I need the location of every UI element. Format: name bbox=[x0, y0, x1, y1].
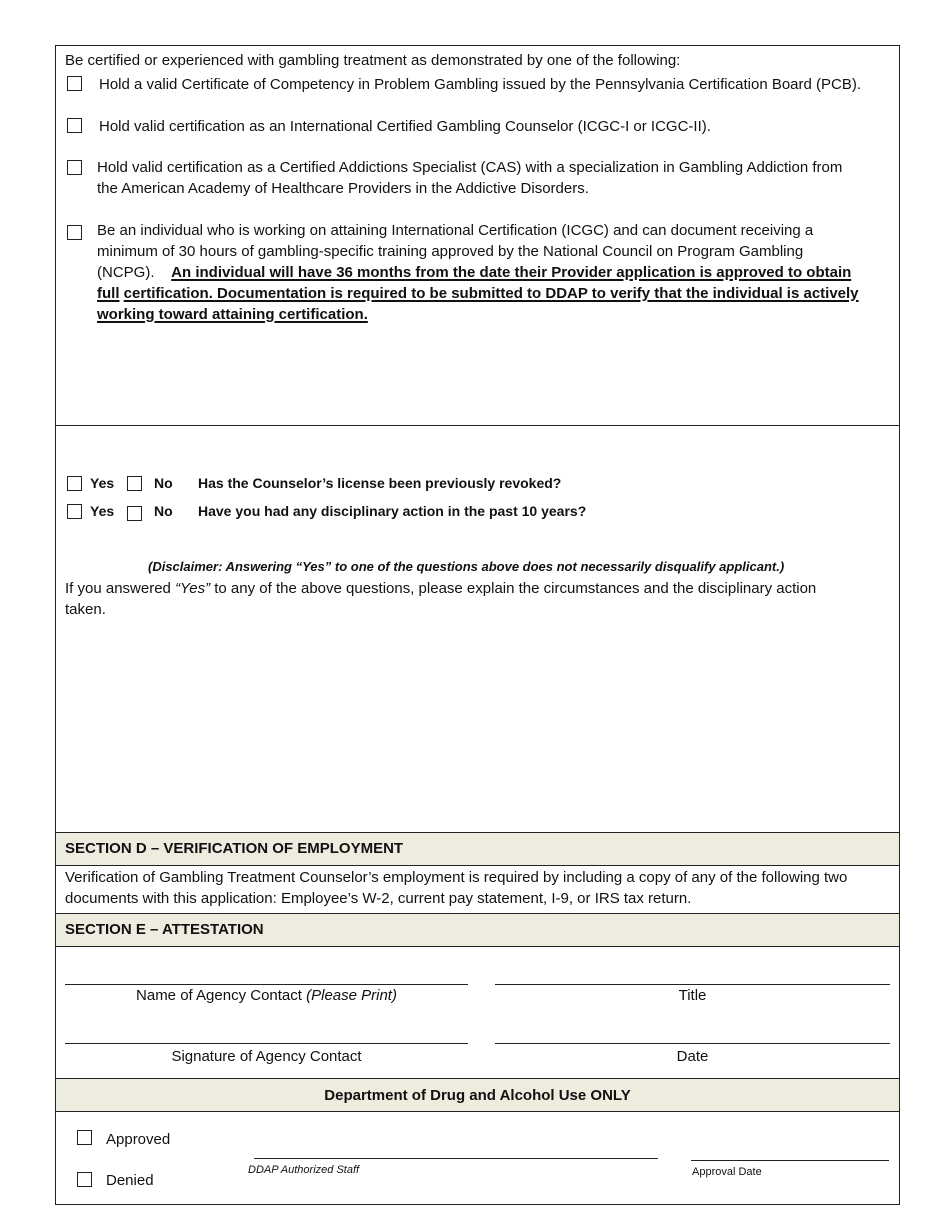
section-d-text-line1: Verification of Gambling Treatment Counselor’s employment is required by including a copy of any of the following two bbox=[65, 869, 848, 886]
approval-date-label: Approval Date bbox=[692, 1166, 762, 1178]
full-word: full bbox=[97, 285, 120, 302]
section-d-bottom-line bbox=[56, 865, 899, 866]
in-progress-label-line3 bbox=[97, 262, 851, 283]
form-frame bbox=[55, 45, 900, 1205]
icgc-certification-label: Hold valid certification as an International Certified Gambling Counselor (ICGC-I or ICGC-II). bbox=[99, 118, 711, 135]
date-line[interactable] bbox=[495, 1043, 890, 1044]
agency-contact-signature-line[interactable] bbox=[65, 1043, 468, 1044]
agency-contact-name-label: Name of Agency Contact (Please Print) bbox=[136, 987, 397, 1004]
divider-line bbox=[56, 425, 899, 426]
denied-checkbox[interactable] bbox=[77, 1172, 92, 1187]
in-progress-label-line4 bbox=[97, 283, 859, 304]
icgc-certification-checkbox[interactable] bbox=[67, 118, 82, 133]
date-label: Date bbox=[676, 1048, 709, 1065]
ddap-header: Department of Drug and Alcohol Use ONLY bbox=[324, 1087, 631, 1104]
pcb-certificate-label: Hold a valid Certificate of Competency in Problem Gambling issued by the Pennsylvania Certification Board (PCB). bbox=[99, 76, 862, 93]
in-progress-label-line5: working toward attaining certification. bbox=[97, 306, 368, 323]
disciplinary-no-label: No bbox=[154, 503, 173, 519]
approved-checkbox[interactable] bbox=[77, 1130, 92, 1145]
title-label: Title bbox=[678, 987, 707, 1004]
disciplinary-question: Have you had any disciplinary action in the past 10 years? bbox=[198, 503, 587, 519]
ddap-staff-label: DDAP Authorized Staff bbox=[248, 1164, 360, 1176]
explain-instruction-line1: If you answered “Yes” to any of the above questions, please explain the circumstances and the disciplinary action bbox=[65, 580, 817, 597]
cas-certification-checkbox[interactable] bbox=[67, 160, 82, 175]
documentation-notice: certification. Documentation is required to be submitted to DDAP to verify that the individual is actively bbox=[123, 285, 859, 302]
deadline-notice: An individual will have 36 months from the date their Provider application is approved to obtain bbox=[171, 264, 852, 281]
revoked-question: Has the Counselor’s license been previously revoked? bbox=[198, 475, 562, 491]
pcb-certificate-checkbox[interactable] bbox=[67, 76, 82, 91]
in-progress-label-line2: minimum of 30 hours of gambling-specific training approved by the National Council on Program Gambling bbox=[97, 243, 804, 260]
disciplinary-yes-label: Yes bbox=[90, 503, 115, 519]
in-progress-label-line1: Be an individual who is working on attaining International Certification (ICGC) and can document receiving a bbox=[97, 222, 814, 239]
section-e-bottom-line bbox=[56, 946, 899, 947]
ddap-bottom-line bbox=[56, 1111, 899, 1112]
denied-label: Denied bbox=[106, 1172, 154, 1189]
explanation-area[interactable] bbox=[65, 626, 891, 826]
disciplinary-yes-checkbox[interactable] bbox=[67, 504, 82, 519]
explain-instruction-line2: taken. bbox=[65, 601, 106, 618]
approved-label: Approved bbox=[106, 1131, 171, 1148]
revoked-yes-label: Yes bbox=[90, 475, 115, 491]
in-progress-certification-checkbox[interactable] bbox=[67, 225, 82, 240]
disciplinary-no-checkbox[interactable] bbox=[127, 506, 142, 521]
certification-intro: Be certified or experienced with gambling treatment as demonstrated by one of the following: bbox=[65, 52, 681, 69]
section-d-title: SECTION D – VERIFICATION OF EMPLOYMENT bbox=[65, 840, 404, 857]
ncpg-text: (NCPG). bbox=[97, 264, 155, 281]
revoked-no-checkbox[interactable] bbox=[127, 476, 142, 491]
ddap-staff-line[interactable] bbox=[254, 1158, 658, 1159]
disclaimer: (Disclaimer: Answering “Yes” to one of the questions above does not necessarily disqualify applicant.) bbox=[148, 559, 785, 574]
revoked-yes-checkbox[interactable] bbox=[67, 476, 82, 491]
section-d-text-line2: documents with this application: Employee’s W-2, current pay statement, I-9, or IRS tax return. bbox=[65, 890, 692, 907]
cas-certification-label-line2: the American Academy of Healthcare Providers in the Addictive Disorders. bbox=[97, 180, 589, 197]
cas-certification-label-line1: Hold valid certification as a Certified Addictions Specialist (CAS) with a specialization in Gambling Addiction from bbox=[97, 159, 843, 176]
agency-contact-signature-label: Signature of Agency Contact bbox=[171, 1048, 362, 1065]
section-e-title: SECTION E – ATTESTATION bbox=[65, 921, 264, 938]
revoked-no-label: No bbox=[154, 475, 173, 491]
approval-date-line[interactable] bbox=[691, 1160, 889, 1161]
